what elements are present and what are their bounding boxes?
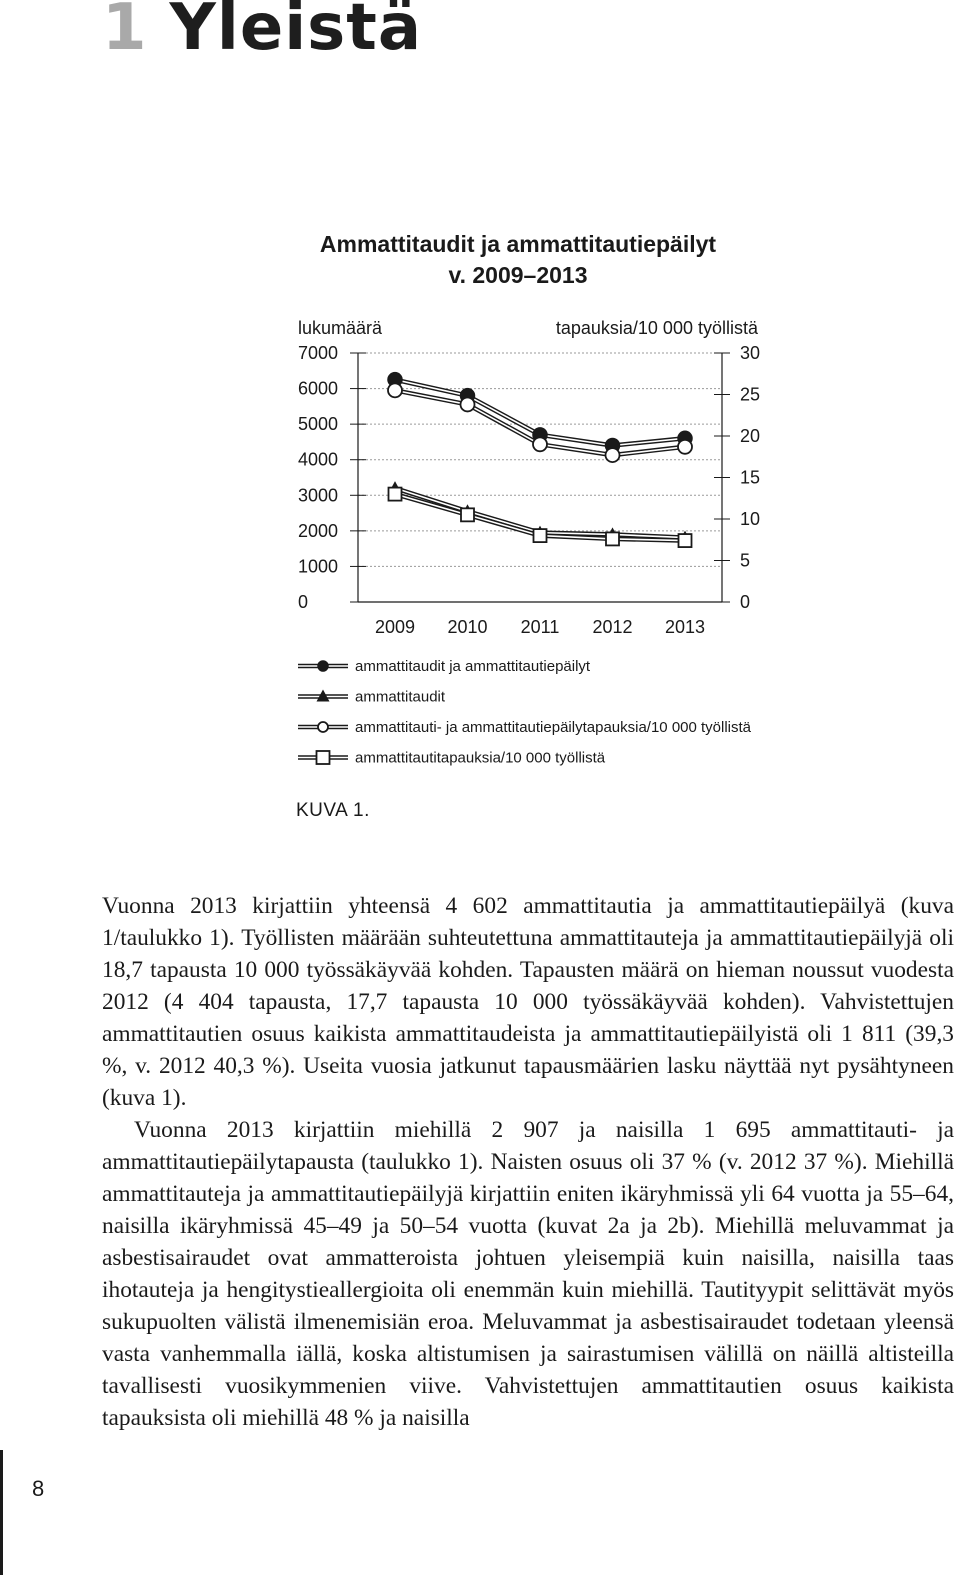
x-tick-label: 2010 (447, 617, 488, 637)
legend-item (298, 719, 752, 736)
paragraph-2: Vuonna 2013 kirjattiin miehillä 2 907 ja naisilla 1 695 ammattitauti- ja ammattitautiepäilytapausta (taulukko 1). Naisten osuus oli 37 % (v. 2012 37 %). Miehillä ammattitauteja ja ammattitautiepäilyjä kirjattiin eniten ikäryhmissä yli 64 vuotta ja 55–64, naisilla ikäryhmissä 45–49 ja 50–54 vuotta (kuvat 2a ja 2b). Miehillä meluvammat ja asbestisairaudet ovat ammatteroista johtuen yleisempiä kuin naisilla, naisilla taas ihotauteja ja hengitystieallergioita oli enemmän kuin miehillä. Tautityypit selittävät myös sukupuolten välistä ilmenemisiän eroa. Meluvammat ja asbestisairaudet todetaan yleensä vasta vanhemmalla iällä, koska altistumisen ja sairastumisen välillä on näillä altisteilla tavallisesti vuosikymmenien viive. Vahvistettujen ammattitautien osuus kaikista tapauksista oli miehillä 48 % ja naisilla (102, 1117, 954, 1431)
y-tick-label-left: 4000 (298, 449, 339, 470)
data-point (679, 534, 692, 547)
chart-title-line-2: v. 2009–2013 (448, 262, 588, 288)
legend-item (298, 658, 591, 675)
y-tick-label-right: 25 (740, 384, 761, 405)
y-tick-label-left: 7000 (298, 343, 339, 363)
chapter-number: 1 (102, 0, 148, 65)
y-tick-label-right: 30 (740, 343, 761, 363)
y-tick-label-right: 0 (740, 592, 751, 612)
paragraph-1: Vuonna 2013 kirjattiin yhteensä 4 602 ammattitautia ja ammattitautiepäilyä (kuva 1/taulukko 1). Työllisten määrään suhteutettuna ammattitauteja ja ammattitautiepäilyjä oli 18,7 tapausta 10 000 työssäkäyvää kohden. Tapausten määrä on hieman noussut vuodesta 2012 (4 404 tapausta, 17,7 tapausta 10 000 työssäkäyvää kohden). Vahvistettujen ammattitautien osuus kaikista ammattitaudeista ja ammattitautiepäilyistä oli 1 811 (39,3 %, v. 2012 40,3 %). Useita vuosia jatkunut tapausmäärien lasku näyttää nyt pysähtyneen (kuva 1). (102, 893, 954, 1111)
chart-title (298, 229, 738, 291)
y-tick-label-left: 0 (298, 592, 309, 612)
y-tick-label-left: 2000 (298, 520, 339, 541)
page-number: 8 (32, 1476, 45, 1501)
legend-marker (317, 751, 330, 764)
y-tick-label-right: 20 (740, 426, 761, 446)
data-point (461, 508, 474, 521)
legend-marker (318, 661, 328, 671)
y-ticks-right (714, 343, 760, 612)
y-tick-label-right: 5 (740, 550, 751, 571)
chart-title-line-1: Ammattitaudit ja ammattitautiepäilyt (319, 231, 717, 257)
data-point (389, 488, 402, 501)
data-point (606, 532, 619, 545)
legend-label: ammattitaudit (355, 688, 446, 706)
chart-legend (298, 658, 752, 767)
line-chart (290, 310, 810, 780)
legend-label: ammattitaudit ja ammattitautiepäilyt (355, 658, 591, 675)
y-tick-label-left: 1000 (298, 556, 339, 577)
y-tick-label-right: 10 (740, 509, 761, 529)
y-tick-label-right: 15 (740, 467, 761, 488)
y-ticks-left (298, 343, 366, 612)
chapter-heading (102, 0, 422, 68)
data-point (534, 529, 547, 542)
x-tick-label: 2012 (592, 617, 633, 637)
y-tick-label-left: 6000 (298, 378, 339, 399)
y-axis-label-right: tapauksia/10 000 työllistä (555, 318, 758, 338)
body-text (102, 890, 954, 1434)
x-ticks (375, 617, 705, 637)
legend-marker (318, 722, 328, 732)
series-4 (389, 488, 692, 547)
data-point (678, 440, 692, 454)
legend-item (298, 689, 446, 706)
figure-caption: KUVA 1. (296, 800, 370, 821)
chapter-title: Yleistä (169, 0, 423, 65)
y-axis-label-left: lukumäärä (298, 318, 383, 338)
page-margin-rule (0, 1450, 3, 1575)
data-point (461, 397, 475, 411)
legend-label: ammattitauti- ja ammattitautiepäilytapauksia/10 000 työllistä (355, 719, 752, 736)
chart-axes (358, 353, 722, 602)
x-tick-label: 2013 (664, 617, 706, 637)
legend-item (298, 750, 606, 767)
data-point (388, 383, 402, 397)
data-point (606, 448, 620, 462)
series-3 (388, 383, 692, 462)
y-tick-label-left: 3000 (298, 485, 339, 506)
y-tick-label-left: 5000 (298, 414, 339, 435)
legend-label: ammattitautitapauksia/10 000 työllistä (355, 749, 606, 767)
data-point (533, 437, 547, 451)
x-tick-label: 2011 (520, 617, 560, 637)
x-tick-label: 2009 (374, 617, 416, 637)
